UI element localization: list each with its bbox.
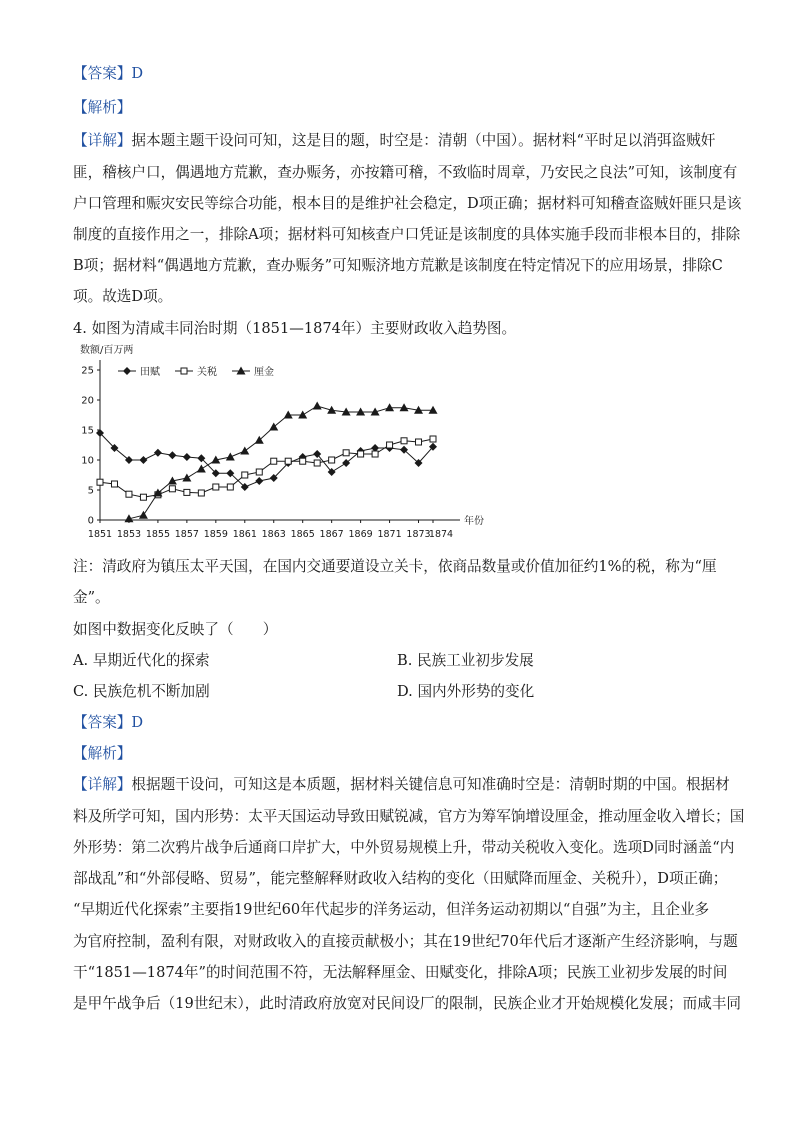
detail-line: “早期近代化探索”主要指19世纪60年代起步的洋务运动，但洋务运动初期以“自强”为主，且企业多	[73, 901, 710, 918]
detail-line: 干“1851—1874年”的时间范围不符，无法解释厘金、田赋变化，排除A项；民族工业初步发展的时间	[73, 964, 728, 981]
legend-label-lijin: 厘金	[254, 367, 274, 378]
data-point-lijin	[240, 447, 249, 455]
answer-value: D	[131, 65, 144, 82]
option-a[interactable]: A. 早期近代化的探索	[73, 652, 210, 669]
data-point-tianfu	[255, 477, 263, 485]
detail-line	[73, 131, 715, 151]
x-tick-label: 1863	[261, 529, 286, 540]
data-point-guanshui	[387, 442, 393, 448]
data-point-lijin	[226, 453, 235, 461]
data-point-tianfu	[168, 451, 176, 459]
x-tick-label: 1874	[428, 529, 454, 540]
x-tick-label: 1851	[87, 529, 113, 540]
question-prompt: 如图中数据变化反映了（ ）	[73, 621, 278, 638]
legend-label-guanshui: 关税	[197, 367, 217, 378]
data-point-guanshui	[271, 458, 277, 464]
data-point-tianfu	[154, 449, 162, 457]
x-tick-label: 1853	[116, 529, 142, 540]
data-point-guanshui	[184, 489, 190, 495]
data-point-guanshui	[256, 469, 262, 475]
data-point-guanshui	[343, 450, 349, 456]
x-tick-label: 1869	[348, 529, 373, 540]
data-point-guanshui	[126, 491, 132, 497]
data-point-lijin	[400, 403, 409, 411]
data-point-guanshui	[213, 484, 219, 490]
data-point-guanshui	[372, 451, 378, 457]
y-axis-title: 数额/百万两	[80, 345, 134, 356]
data-point-lijin	[182, 474, 191, 482]
detail-label: 【详解】	[73, 132, 132, 149]
data-point-guanshui	[111, 481, 117, 487]
x-tick-label: 1857	[174, 529, 199, 540]
y-tick-label: 5	[87, 485, 94, 497]
data-point-lijin	[139, 511, 148, 519]
option-b[interactable]: B. 民族工业初步发展	[397, 652, 534, 669]
data-point-guanshui	[300, 458, 306, 464]
data-point-guanshui	[329, 457, 335, 463]
answer-label: 【答案】	[73, 714, 132, 731]
detail-label: 【详解】	[73, 776, 132, 793]
y-tick-label: 0	[87, 515, 94, 527]
data-point-guanshui	[169, 486, 175, 492]
data-point-guanshui	[97, 479, 103, 485]
detail-line: 项。故选D项。	[73, 288, 173, 305]
data-point-guanshui	[314, 460, 320, 466]
x-tick-label: 1867	[319, 529, 344, 540]
data-point-tianfu	[139, 456, 147, 464]
detail-line: 匪，稽核户口，偶遇地方荒歉，查办赈务，亦按籍可稽，不致临时周章，乃安民之良法”可知，该制度有	[73, 164, 738, 181]
legend-marker-guanshui	[181, 368, 187, 374]
answer-label: 【答案】	[73, 65, 132, 82]
data-point-lijin	[313, 402, 322, 410]
data-point-guanshui	[285, 458, 291, 464]
data-point-guanshui	[140, 494, 146, 500]
x-tick-label: 1861	[232, 529, 257, 540]
answer-row-1	[73, 64, 143, 84]
data-point-lijin	[269, 423, 278, 431]
data-point-guanshui	[358, 451, 364, 457]
x-tick-label: 1873	[406, 529, 431, 540]
detail-line: 为官府控制，盈利有限，对财政收入的直接贡献极小；其在19世纪70年代后才逐渐产生经济影响，与题	[73, 933, 738, 950]
y-tick-label: 20	[81, 395, 94, 407]
detail-line: 制度的直接作用之一，排除A项；据材料可知核查户口凭证是该制度的具体实施手段而非根本目的，排除	[73, 226, 741, 243]
detail-line: 料及所学可知，国内形势：太平天国运动导致田赋锐减，官方为筹军饷增设厘金，推动厘金收入增长；国	[73, 808, 745, 825]
data-point-guanshui	[242, 472, 248, 478]
detail-line: 是甲午战争后（19世纪末），此时清政府放宽对民间设厂的限制，民族企业才开始规模化发展；而咸丰同	[73, 995, 741, 1012]
x-tick-label: 1855	[145, 529, 171, 540]
data-point-guanshui	[430, 436, 436, 442]
x-axis-title: 年份	[464, 516, 484, 527]
y-tick-label: 10	[81, 455, 94, 467]
chart-note-cont: 金”。	[73, 589, 110, 606]
y-tick-label: 15	[81, 425, 94, 437]
detail-text: 根据题干设问，可知这是本质题，据材料关键信息可知准确时空是：清朝时期的中国。根据材	[131, 776, 730, 793]
x-tick-label: 1859	[203, 529, 228, 540]
analysis-label-1: 【解析】	[73, 99, 132, 116]
y-tick-label: 25	[81, 365, 94, 377]
detail-line: 部战乱”和“外部侵略、贸易”，能完整解释财政收入结构的变化（田赋降而厘金、关税升），D项正确；	[73, 870, 728, 887]
chart-note: 注：清政府为镇压太平天国，在国内交通要道设立关卡，依商品数量或价值加征约1%的税，称为“厘	[73, 558, 717, 575]
answer-value: D	[131, 714, 144, 731]
x-tick-label: 1871	[377, 529, 402, 540]
data-point-guanshui	[198, 490, 204, 496]
detail-line	[73, 775, 730, 795]
option-d[interactable]: D. 国内外形势的变化	[397, 683, 535, 700]
data-point-guanshui	[401, 438, 407, 444]
option-c[interactable]: C. 民族危机不断加剧	[73, 683, 210, 700]
series-line-tianfu	[100, 433, 433, 487]
data-point-lijin	[385, 403, 394, 411]
analysis-label-2: 【解析】	[73, 745, 132, 762]
legend-label-tianfu: 田赋	[140, 367, 160, 378]
data-point-guanshui	[416, 439, 422, 445]
detail-text: 据本题主题干设问可知，这是目的题，时空是：清朝（中国）。据材料“平时足以消弭盗贼奸	[131, 132, 716, 149]
x-tick-label: 1865	[290, 529, 315, 540]
revenue-trend-chart	[78, 340, 508, 550]
data-point-guanshui	[227, 484, 233, 490]
data-point-lijin	[197, 465, 206, 473]
detail-line: 外形势：第二次鸦片战争后通商口岸扩大，中外贸易规模上升，带动关税收入变化。选项D同时涵盖“内	[73, 839, 735, 856]
data-point-tianfu	[183, 453, 191, 461]
question-stem: 4. 如图为清咸丰同治时期（1851—1874年）主要财政收入趋势图。	[73, 320, 517, 337]
detail-line: B项；据材料“偶遇地方荒歉，查办赈务”可知赈济地方荒歉是该制度在特定情况下的应用场景，排除C	[73, 257, 723, 274]
detail-line: 户口管理和赈灾安民等综合功能，根本目的是维护社会稳定，D项正确；据材料可知稽查盗贼奸匪只是该	[73, 195, 742, 212]
answer-row-2	[73, 713, 143, 733]
series-line-lijin	[129, 406, 433, 519]
legend-marker-tianfu	[123, 367, 131, 375]
